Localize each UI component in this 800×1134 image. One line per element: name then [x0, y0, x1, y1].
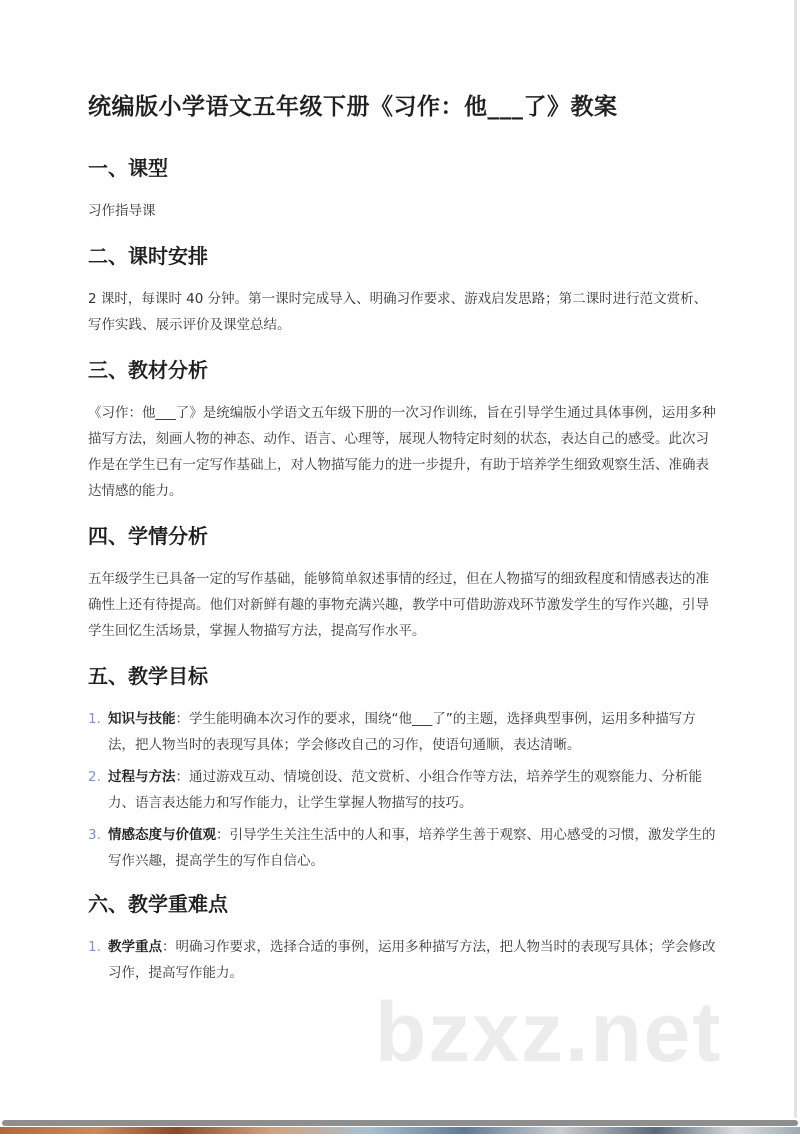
document-content — [88, 90, 718, 1002]
paragraph: 五年级学生已具备一定的写作基础，能够简单叙述事情的经过，但在人物描写的细致程度和情感表达的准确性上还有待提高。他们对新鲜有趣的事物充满兴趣，教学中可借助游戏环节激发学生的写作兴趣，引导学生回忆生活场景，掌握人物描写方法，提高写作水平。 — [88, 571, 709, 639]
goals-list — [88, 706, 718, 874]
list-text: ：通过游戏互动、情境创设、范文赏析、小组合作等方法，培养学生的观察能力、分析能力、语言表达能力和写作能力，让学生掌握人物描写的技巧。 — [108, 769, 702, 811]
section-key-points — [88, 890, 718, 986]
watermark: bzxz.net — [375, 985, 723, 1079]
list-item — [88, 934, 718, 986]
list-number: 2. — [88, 769, 101, 785]
list-term: 过程与方法 — [108, 769, 176, 785]
horizontal-scrollbar[interactable] — [2, 1120, 798, 1126]
section-student-analysis — [88, 522, 718, 644]
section-heading: 一、课型 — [88, 156, 168, 180]
section-lesson-type — [88, 154, 718, 224]
paragraph: 2 课时，每课时 40 分钟。第一课时完成导入、明确习作要求、游戏启发思路；第二课时进行范文赏析、写作实践、展示评价及课堂总结。 — [88, 291, 708, 333]
paragraph: 《习作：他___了》是统编版小学语文五年级下册的一次习作训练，旨在引导学生通过具体事例，运用多种描写方法，刻画人物的神态、动作、语言、心理等，展现人物特定时刻的状态，表达自己的感受。此次习作是在学生已有一定写作基础上，对人物描写能力的进一步提升，有助于培养学生细致观察生活、准确表达情感的能力。 — [88, 405, 716, 499]
section-heading: 二、课时安排 — [88, 244, 208, 268]
section-teaching-goals — [88, 662, 718, 874]
list-text: ：引导学生关注生活中的人和事，培养学生善于观察、用心感受的习惯，激发学生的写作兴趣，提高学生的写作自信心。 — [108, 827, 716, 869]
list-term: 情感态度与价值观 — [108, 827, 216, 843]
section-heading: 六、教学重难点 — [88, 892, 228, 916]
list-item — [88, 764, 718, 816]
section-material-analysis — [88, 356, 718, 504]
section-heading: 四、学情分析 — [88, 524, 208, 548]
section-heading: 五、教学目标 — [88, 664, 208, 688]
list-text: ：明确习作要求，选择合适的事例，运用多种描写方法，把人物当时的表现写具体；学会修改习作，提高写作能力。 — [108, 939, 716, 981]
list-text: ：学生能明确本次习作的要求，围绕“他___了”的主题，选择典型事例，运用多种描写方法，把人物当时的表现写具体；学会修改自己的习作，使语句通顺，表达清晰。 — [108, 711, 696, 753]
document-title: 统编版小学语文五年级下册《习作：他___了》教案 — [88, 94, 618, 120]
paragraph: 习作指导课 — [88, 203, 156, 219]
list-item — [88, 822, 718, 874]
list-term: 教学重点 — [108, 939, 162, 955]
background-photo-strip — [0, 1127, 800, 1134]
section-heading: 三、教材分析 — [88, 358, 208, 382]
list-number: 3. — [88, 827, 101, 843]
list-number: 1. — [88, 711, 101, 727]
list-item — [88, 706, 718, 758]
list-term: 知识与技能 — [108, 711, 176, 727]
section-schedule — [88, 242, 718, 338]
key-points-list — [88, 934, 718, 986]
list-number: 1. — [88, 939, 101, 955]
